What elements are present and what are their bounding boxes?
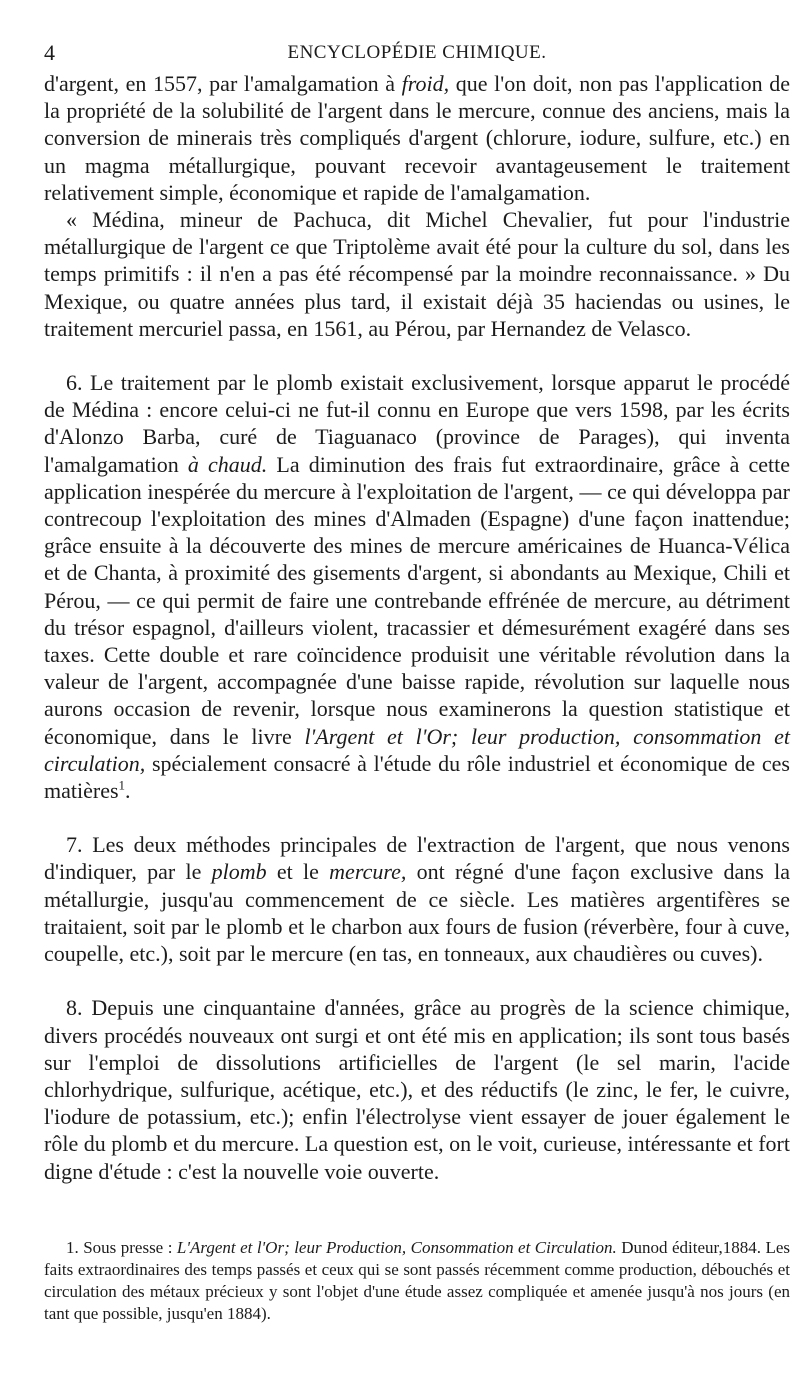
paragraph-6 (44, 369, 790, 804)
paragraph-gap (44, 967, 790, 994)
paragraph-gap (44, 804, 790, 831)
text-run: Dunod éditeur,1884. Les faits extraordinaires des temps passés et ceux qui se sont passés récemment comme production, débouchés et circulation des métaux précieux y sont l'objet d'une étude assez compliquée et amenée jusqu'à nos jours (en tant que possible, jusqu'en 1884). (44, 1238, 791, 1323)
italic-run: L'Argent et l'Or; leur Production, Consommation et Circulation. (176, 1238, 617, 1257)
italic-run: l'Argent et l'Or; leur production, consommation et circulation, (44, 723, 790, 776)
text-run: et le (266, 859, 330, 885)
text-run: 6. Le traitement par le plomb existait exclusivement, lorsque apparut le procédé de Médina : encore celui-ci ne fut-il connu en Europe que vers 1598, par les écrits d'Alonzo Barba, curé de Tiaguanaco (province de Parages), qui inventa l'amalgamation (44, 370, 790, 477)
footnote (44, 1237, 790, 1325)
text-run: que l'on doit, non pas l'application de la propriété de la solubilité de l'argent dans le mercure, connue des anciens, mais la conversion de minerais très compliqués d'argent (chlorure, iodure, sulfure, etc.) en un magma métallurgique, pouvant recevoir avantageusement le traitement relativement simple, économique et rapide de l'amalgamation. (44, 71, 790, 205)
text-run: d'argent, en 1557, par l'amalgamation à (44, 71, 402, 96)
italic-run: froid, (401, 71, 450, 96)
text-run: spécialement consacré à l'étude du rôle industriel et économique de ces matières (44, 750, 790, 804)
italic-run: plomb (211, 859, 267, 885)
page-header (44, 40, 790, 70)
page-number: 4 (44, 40, 55, 65)
paragraph-medina-quote: « Médina, mineur de Pachuca, dit Michel Chevalier, fut pour l'industrie métallurgique de l'argent ce que Triptolème avait été pour la culture du sol, dans les temps primitifs : il n'en a pas été récompensé par la moindre reconnaissance. » Du Mexique, ou quatre années plus tard, il existait déjà 35 haciendas ou usines, le traitement mercuriel passa, en 1561, au Pérou, par Hernandez de Velasco. (44, 207, 790, 341)
footnote-reference: 1 (118, 777, 126, 793)
running-title: ENCYCLOPÉDIE CHIMIQUE. (287, 42, 547, 63)
paragraph-gap (44, 342, 790, 369)
paragraph-8: 8. Depuis une cinquantaine d'années, grâce au progrès de la science chimique, divers procédés nouveaux ont surgi et ont été mis en application; ils sont tous basés sur l'emploi de dissolutions artificielles de l'argent (le sel marin, l'acide chlorhydrique, sulfurique, acétique, etc.), et des réductifs (le zinc, le fer, le cuivre, l'iodure de potassium, etc.); enfin l'électrolyse vient essayer de jouer également le rôle du plomb et du mercure. La question est, on le voit, curieuse, intéressante et fort digne d'étude : c'est la nouvelle voie ouverte. (44, 995, 790, 1184)
text-run: 7. Les deux méthodes principales de l'extraction de l'argent, que nous venons d'indiquer, par le (44, 832, 790, 885)
text-run: ont régné d'une façon exclusive dans la métallurgie, jusqu'au commencement de ce siècle. Les matières argentifères se traitaient, soit par le plomb et le charbon aux fours de fusion (réverbère, four à cuve, coupelle, etc.), soit par le mercure (en tas, en tonneaux, aux chaudières ou cuves). (44, 859, 790, 967)
italic-run: mercure, (329, 859, 407, 885)
paragraph-7 (44, 831, 790, 967)
text-run: . (125, 778, 131, 804)
page-body (44, 70, 790, 1185)
italic-run: à chaud. (187, 451, 268, 477)
paragraph-amalgamation (44, 70, 790, 206)
text-run: 1. Sous presse : (66, 1238, 177, 1257)
text-run: La diminution des frais fut extraordinaire, grâce à cette application inespérée du mercure à l'exploitation de l'argent, — ce qui développa par contrecoup l'exploitation des mines d'Almaden (Espagne) d'une façon inattendue; grâce ensuite à la découverte des mines de mercure américaines de Huanca-Vélica et de Chanta, à proximité des gisements d'argent, si abondants au Mexique, Chili et Pérou, — ce qui permit de faire une contrebande effrénée de mercure, au détriment du trésor espagnol, d'ailleurs violent, tracassier et démesurément exagéré dans ses taxes. Cette double et rare coïncidence produisit une véritable révolution dans la valeur de l'argent, accompagnée d'une baisse rapide, révolution sur laquelle nous aurons occasion de revenir, lorsque nous examinerons la question statistique et économique, dans le livre (44, 451, 791, 749)
